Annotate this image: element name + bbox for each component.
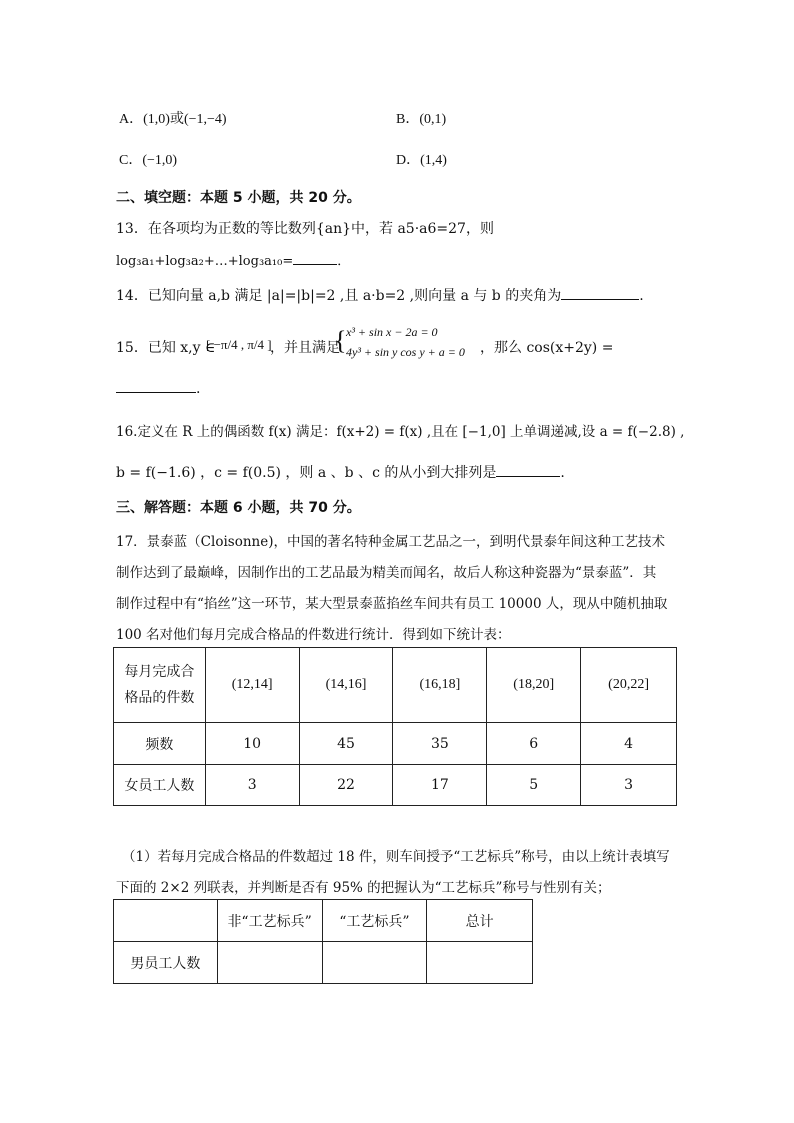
- section-2-heading: 二、填空题：本题 5 小题，共 20 分。: [116, 190, 361, 206]
- table-cell: 22: [299, 765, 393, 806]
- choice-a-label: A．: [119, 112, 144, 127]
- choice-b-text: (0,1): [419, 112, 447, 127]
- choice-b: [396, 108, 446, 128]
- q15-system-brace: {: [334, 326, 347, 355]
- q13-tail: ．: [337, 254, 351, 269]
- q13-expression: log₃a₁+log₃a₂+…+log₃a₁₀=: [116, 254, 294, 269]
- statistics-table: [113, 647, 677, 806]
- q17-line1: 17．景泰蓝（Cloisonne)，中国的著名特种金属工艺品之一，到明代景泰年间这种工艺技术: [116, 534, 665, 550]
- q17-line2: 制作达到了最巅峰，因制作出的工艺品最为精美而闻名，故后人称这种瓷器为“景泰蓝”．其: [116, 565, 657, 581]
- table-cell: 10: [205, 723, 299, 765]
- q15-eq1: x³ + sin x − 2a = 0: [346, 325, 438, 339]
- contingency-column-header: 非“工艺标兵”: [217, 900, 322, 942]
- table-header-label: [114, 648, 206, 723]
- q15-eq2: 4y³ + sin y cos y + a = 0: [346, 345, 465, 359]
- contingency-table: [113, 899, 533, 984]
- table-column-header: (12,14]: [205, 648, 299, 723]
- table-cell: 3: [581, 765, 677, 806]
- q17-part1-line2: 下面的 2×2 列联表，并判断是否有 95% 的把握认为“工艺标兵”称号与性别有关；: [116, 880, 611, 896]
- table-cell: 45: [299, 723, 393, 765]
- table-cell: 3: [205, 765, 299, 806]
- q17-line4: 100 名对他们每月完成合格品的件数进行统计．得到如下统计表：: [116, 627, 511, 643]
- table-row: [114, 723, 677, 765]
- table-cell-empty: [322, 942, 427, 984]
- table-cell-empty: [217, 942, 322, 984]
- choice-a-text: (1,0)或(−1,−4): [143, 112, 227, 127]
- q17-part1-line1: （1）若每月完成合格品的件数超过 18 件，则车间授予“工艺标兵”称号，由以上统计表填写: [122, 849, 670, 865]
- choice-a: [119, 108, 227, 128]
- table-cell: 4: [581, 723, 677, 765]
- q16-answer-blank: [496, 475, 560, 477]
- q16-line2: [116, 462, 565, 482]
- choice-c: [119, 149, 177, 169]
- row-label: 男员工人数: [114, 942, 218, 984]
- contingency-column-header: 总计: [427, 900, 533, 942]
- contingency-header-row: [114, 900, 533, 942]
- choice-d-text: (1,4): [420, 153, 447, 168]
- choice-c-text: (−1,0): [142, 153, 178, 168]
- table-header-row: [114, 648, 677, 723]
- q14-tail: .: [639, 288, 644, 304]
- q15-mid: ，并且满足: [270, 340, 340, 356]
- q14: [116, 285, 644, 305]
- table-column-header: (20,22]: [581, 648, 677, 723]
- table-cell: 35: [393, 723, 487, 765]
- table-row: [114, 765, 677, 806]
- q15-answer-blank: [116, 391, 196, 393]
- q15-answer-line: [116, 381, 200, 397]
- choice-d: [396, 149, 447, 169]
- table-cell-empty: [427, 942, 533, 984]
- table-column-header: (16,18]: [393, 648, 487, 723]
- contingency-corner-cell: [114, 900, 218, 942]
- header-label-line1: 每月完成合: [124, 664, 195, 680]
- table-row: [114, 942, 533, 984]
- q15-tail: .: [196, 381, 201, 397]
- q13-answer-blank: [293, 263, 337, 265]
- choice-c-label: C．: [119, 153, 143, 168]
- table-column-header: (18,20]: [487, 648, 581, 723]
- q16-line1: 16.定义在 R 上的偶函数 f(x) 满足：f(x+2) = f(x) ,且在 [−1,0] 上单调递减,设 a = f(−2.8) ,: [116, 424, 685, 440]
- q14-answer-blank: [561, 298, 639, 300]
- q14-text: 14．已知向量 a,b 满足 |a|=|b|=2 ,且 a·b=2 ,则向量 a 与 b 的夹角为: [116, 288, 562, 304]
- table-column-header: (14,16]: [299, 648, 393, 723]
- contingency-column-header: “工艺标兵”: [322, 900, 427, 942]
- table-cell: 6: [487, 723, 581, 765]
- q13-line1: 13．在各项均为正数的等比数列{an}中，若 a5·a6=27，则: [116, 221, 494, 237]
- q17-line3: 制作过程中有“掐丝”这一环节，某大型景泰蓝掐丝车间共有员工 10000 人，现从中随机抽取: [116, 596, 668, 612]
- choice-d-label: D．: [396, 153, 421, 168]
- q16-tail: .: [560, 465, 565, 481]
- table-cell: 17: [393, 765, 487, 806]
- q16-line2-text: b = f(−1.6) ，c = f(0.5) ，则 a 、b 、c 的从小到大排列是: [116, 465, 497, 481]
- q15-prefix: 15．已知 x,y ∈: [116, 340, 216, 356]
- section-3-heading: 三、解答题：本题 6 小题，共 70 分。: [116, 500, 361, 516]
- table-cell: 5: [487, 765, 581, 806]
- choice-b-label: B．: [396, 112, 420, 127]
- q13-line2: [116, 250, 350, 269]
- q15-suffix: ，那么 cos(x+2y) =: [480, 340, 614, 356]
- header-label-line2: 格品的件数: [124, 690, 195, 706]
- q15-interval: [ −π/4 , π/4 ]: [206, 337, 272, 352]
- row-label: 女员工人数: [114, 765, 206, 806]
- row-label: 频数: [114, 723, 206, 765]
